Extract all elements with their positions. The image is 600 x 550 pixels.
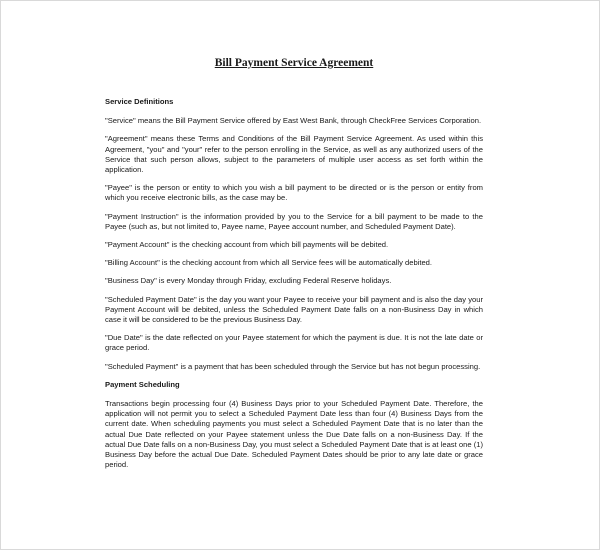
definition-agreement: "Agreement" means these Terms and Conditions of the Bill Payment Service Agreement. As used within this Agreement, "you" and "your" refer to the person enrolling in the Service, as well as any authorized users of the Service that such person allows, subject to the parameters of multiple user access as set forth within the application. [105, 134, 483, 175]
definition-due-date: "Due Date" is the date reflected on your Payee statement for which the payment is due. It is not the late date or grace period. [105, 333, 483, 353]
document-body [105, 97, 483, 470]
definition-billing-account: "Billing Account" is the checking account from which all Service fees will be automatically debited. [105, 258, 433, 268]
section-heading-service-definitions: Service Definitions [105, 97, 174, 106]
definition-business-day: "Business Day" is every Monday through Friday, excluding Federal Reserve holidays. [105, 276, 392, 286]
definition-payment-account: "Payment Account" is the checking account from which bill payments will be debited. [105, 240, 389, 250]
definition-scheduled-payment: "Scheduled Payment" is a payment that has been scheduled through the Service but has not begun processing. [105, 361, 481, 371]
definition-payment-instruction: "Payment Instruction" is the information provided by you to the Service for a bill payment to be made to the Payee (such as, but not limited to, Payee name, Payee account number, and Scheduled Payment Date). [105, 211, 483, 231]
definition-service: "Service" means the Bill Payment Service offered by East West Bank, through CheckFree Services Corporation. [105, 116, 482, 126]
document-title: Bill Payment Service Agreement [214, 57, 374, 69]
definition-payee: "Payee" is the person or entity to which you wish a bill payment to be directed or is the person or entity from which you receive electronic bills, as the case may be. [105, 183, 483, 203]
payment-scheduling-paragraph: Transactions begin processing four (4) Business Days prior to your Scheduled Payment Date. Therefore, the application will not permit you to select a Scheduled Payment Date less than four (4) Business Days from the current date. When scheduling payments you must select a Scheduled Payment Date that is no later than the actual Due Date reflected on your Payee statement unless the Due Date falls on a non-Business Day. If the actual Due Date falls on a non-Business Day, you must select a Scheduled Payment Date that is at least one (1) Business Day before the actual Due Date. Scheduled Payment Dates should be prior to any late date or grace period. [105, 399, 483, 470]
definition-scheduled-payment-date: "Scheduled Payment Date" is the day you want your Payee to receive your bill payment and is also the day your Payment Account will be debited, unless the Scheduled Payment Date falls on a non-Business Day in which case it will be considered to be the previous Business Day. [105, 294, 483, 325]
section-heading-payment-scheduling: Payment Scheduling [105, 379, 180, 389]
